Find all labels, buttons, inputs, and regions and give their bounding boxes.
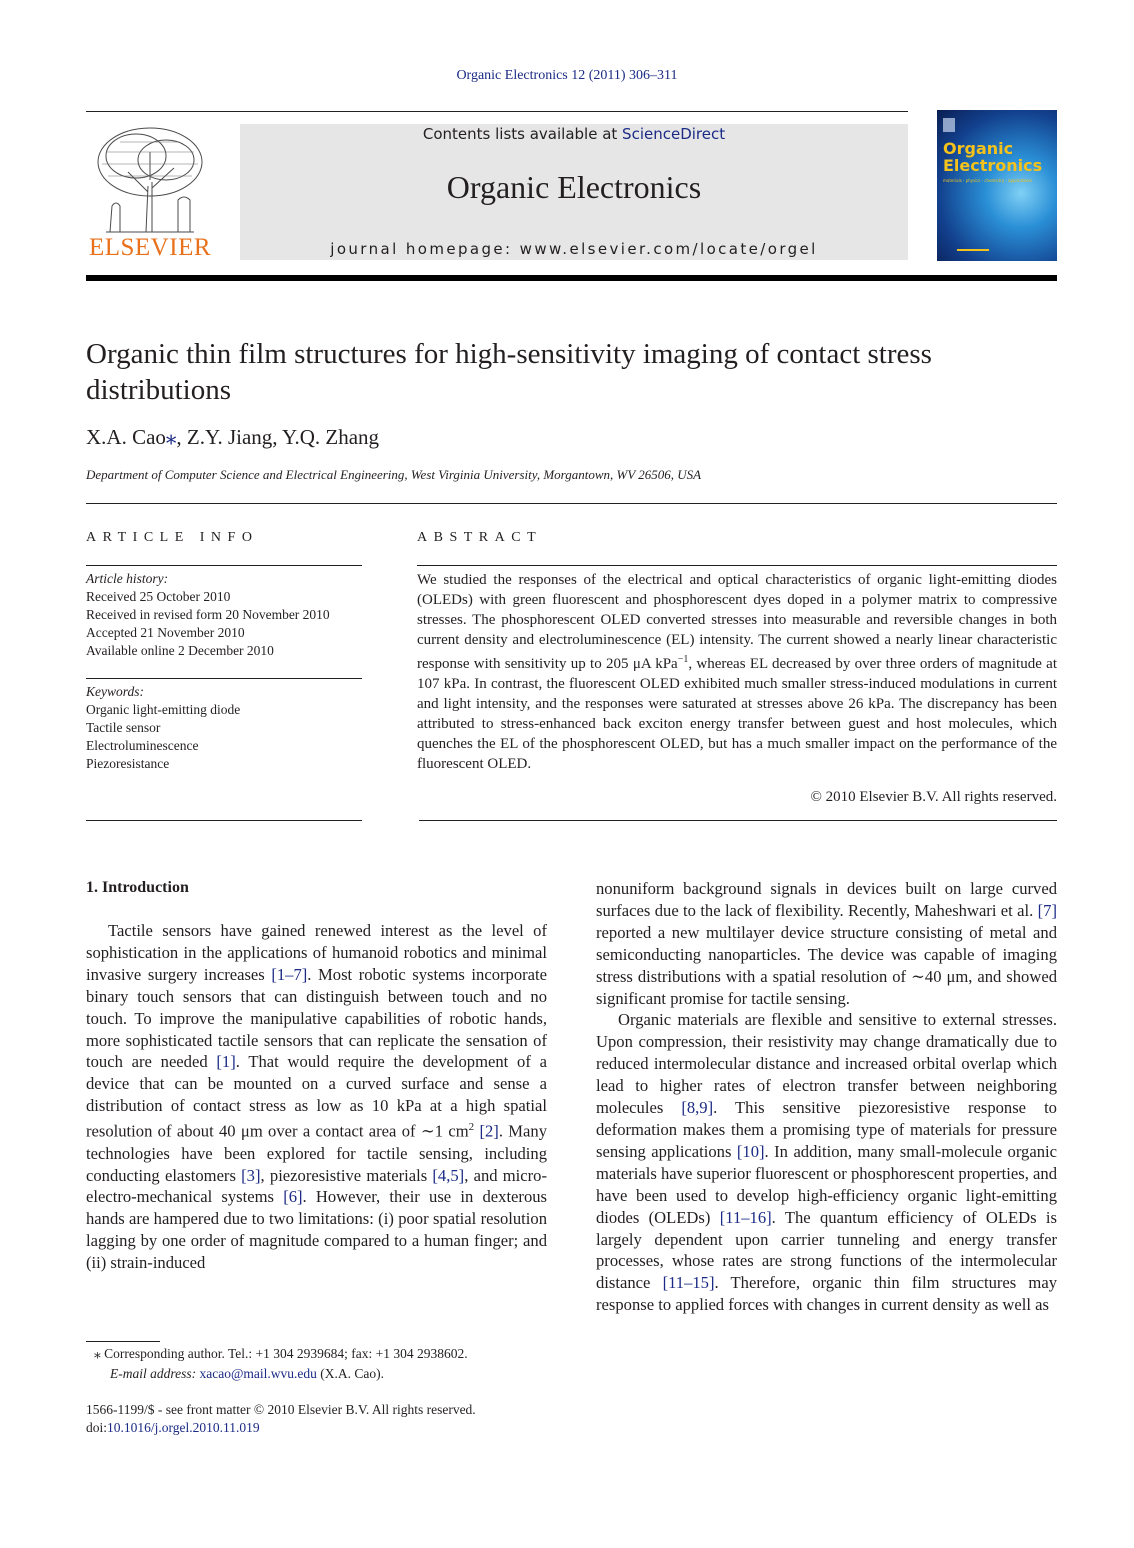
cover-title	[943, 140, 1042, 174]
contents-prefix: Contents lists available at	[422, 125, 623, 143]
affiliation-rule	[86, 503, 1057, 504]
cover-title-line-2: Electronics	[943, 156, 1043, 175]
history-item: Available online 2 December 2010	[86, 643, 274, 658]
body-right-column	[596, 878, 1057, 1316]
reference-link[interactable]: [2]	[479, 1121, 499, 1141]
history-label: Article history:	[86, 571, 169, 586]
author-cao: X.A. Cao	[86, 425, 166, 449]
text: . Therefore, organic thin film structures may response to applied forces with changes in current density as well as	[596, 1273, 1057, 1315]
text: . In addition, many small-molecule organic materials have superior fluorescent or phosphorescent properties, and have been used to develop high-efficiency organic light-emitting diodes (OLEDs)	[596, 1141, 1057, 1227]
keyword-item: Tactile sensor	[86, 720, 161, 735]
abstract-copyright: © 2010 Elsevier B.V. All rights reserved.	[810, 789, 1057, 805]
footnote	[86, 1344, 547, 1384]
abstract-rule	[417, 565, 1057, 566]
reference-link[interactable]: [3]	[241, 1165, 261, 1185]
paragraph	[596, 1009, 1057, 1316]
abstract-part-2: , whereas EL decreased by over three orders of magnitude at 107 kPa. In contrast, the fluorescent OLED exhibited much smaller stress-induced modulations in current and light intensity, and the responses were saturated at stresses above 26 kPa. The discrepancy has been attributed to stress-enhanced back exciton energy transfer between guest and host molecules, which quenches the EL of the phosphorescent OLED, but has a much smaller impact on the performance of the fluorescent OLED.	[417, 656, 1057, 772]
keywords-label: Keywords:	[86, 684, 144, 699]
author-list	[86, 425, 379, 450]
keyword-item: Electroluminescence	[86, 738, 199, 753]
header-thick-rule	[86, 275, 1057, 281]
text: . Most robotic systems incorporate binary touch sensors that can distinguish between touch and no touch. To improve the manipulative capabilities of robotic hands, more sophisticated tactile sensors that can replicate the sensation of touch are needed	[86, 964, 547, 1072]
sciencedirect-link[interactable]: ScienceDirect	[622, 125, 726, 143]
cover-title-line-1: Organic	[943, 139, 1014, 158]
reference-link[interactable]: [4,5]	[432, 1165, 465, 1185]
cover-publisher-icon	[943, 118, 955, 132]
paragraph	[86, 920, 547, 1274]
contents-line	[240, 124, 908, 144]
elsevier-wordmark: ELSEVIER	[88, 234, 212, 261]
text: nonuniform background signals in devices built on large curved surfaces due to the lack of flexibility. Recently, Maheshwari et al.	[596, 879, 1057, 920]
tree-icon	[86, 122, 214, 234]
front-matter	[86, 1401, 566, 1437]
cover-subtitle: materials · physics · chemistry · applications	[943, 178, 1033, 183]
keywords	[86, 683, 366, 773]
doi-label: doi:	[86, 1420, 108, 1435]
reference-link[interactable]: [1–7]	[271, 964, 308, 984]
reference-link[interactable]: [8,9]	[681, 1098, 714, 1118]
section-heading-introduction: 1. Introduction	[86, 879, 189, 896]
abstract-text	[417, 570, 1057, 774]
doi-link[interactable]: 10.1016/j.orgel.2010.11.019	[107, 1420, 260, 1435]
abstract-superscript: −1	[677, 654, 689, 665]
article-info-rule	[86, 565, 362, 566]
article-info-bottom-rule	[86, 820, 362, 821]
text: reported a new multilayer device structure consisting of metal and semiconducting nanoparticles. The device was capable of imaging stress distributions with a spatial resolution of ∼40 μm, and showed significant promise for tactile sensing.	[596, 922, 1057, 1008]
superscript: 2	[468, 1121, 475, 1134]
text: Tactile sensors have gained renewed interest as the level of sophistication in the applications of humanoid robotics and minimal invasive surgery increases	[86, 921, 547, 984]
abstract-heading: ABSTRACT	[417, 530, 543, 545]
reference-link[interactable]: [6]	[283, 1187, 303, 1207]
reference-link[interactable]: [1]	[216, 1052, 236, 1072]
journal-name: Organic Electronics	[446, 169, 702, 205]
journal-citation[interactable]: Organic Electronics 12 (2011) 306–311	[456, 68, 678, 83]
article-title: Organic thin film structures for high-sensitivity imaging of contact stress distributions	[86, 338, 932, 406]
doi-line	[86, 1419, 566, 1437]
email-link[interactable]: xacao@mail.wvu.edu	[199, 1366, 317, 1381]
journal-cover-image[interactable]	[937, 110, 1057, 261]
article-history	[86, 570, 366, 660]
corresponding-author-note	[86, 1344, 547, 1364]
text: . This sensitive piezoresistive response to deformation makes them a promising type of materials for pressure sensing applications	[596, 1098, 1057, 1161]
footnote-text: Corresponding author. Tel.: +1 304 2939684; fax: +1 304 2938602.	[100, 1346, 468, 1361]
text: , and micro-electro-mechanical systems	[86, 1165, 547, 1207]
reference-link[interactable]: [11–15]	[662, 1273, 715, 1293]
email-suffix: (X.A. Cao).	[316, 1366, 385, 1381]
author-others: , Z.Y. Jiang, Y.Q. Zhang	[176, 425, 380, 449]
keyword-item: Organic light-emitting diode	[86, 702, 241, 717]
journal-homepage[interactable]: journal homepage: www.elsevier.com/locate/orgel	[330, 240, 818, 258]
reference-link[interactable]: [11–16]	[719, 1207, 772, 1227]
text: . The quantum efficiency of OLEDs is largely dependent upon carrier tunneling and energy transfer processes, whose rates are strong functions of the intermolecular distance	[596, 1207, 1057, 1293]
body-left-column	[86, 920, 547, 1274]
header-rule	[86, 111, 908, 112]
history-item: Accepted 21 November 2010	[86, 625, 245, 640]
affiliation: Department of Computer Science and Electrical Engineering, West Virginia University, Morgantown, WV 26506, USA	[86, 467, 702, 482]
email-label: E-mail address:	[110, 1366, 200, 1381]
email-line	[86, 1364, 547, 1384]
keywords-rule	[86, 678, 362, 679]
footnote-rule	[86, 1341, 160, 1342]
reference-link[interactable]: [10]	[736, 1141, 765, 1161]
article-info-heading: ARTICLE INFO	[86, 530, 259, 545]
cover-bar	[957, 249, 989, 251]
text: Organic materials are flexible and sensitive to external stresses. Upon compression, their resistivity may change dramatically due to reduced intermolecular distance and increased orbital overlap which lead to higher rates of electron transfer between neighboring molecules	[596, 1010, 1057, 1118]
abstract-part-1: We studied the responses of the electrical and optical characteristics of organic light-emitting diodes (OLEDs) with green fluorescent and phosphorescent dyes doped in a polymer matrix to compressive stresses. The phosphorescent OLED converted stresses into measurable and reversible changes in both current density and electroluminescence (EL) intensity. The current showed a nearly linear characteristic response with sensitivity up to 205 μA kPa	[417, 572, 1057, 672]
text: . However, their use in dexterous hands are hampered due to two limitations: (i) poor spatial resolution lagging by one order of magnitude compared to a human finger; and (ii) strain-induced	[86, 1187, 547, 1273]
text: . Many technologies have been explored for tactile sensing, including conducting elastomers	[86, 1121, 548, 1185]
corresponding-author-mark[interactable]: ⁎	[165, 425, 177, 449]
reference-link[interactable]: [7]	[1037, 900, 1057, 920]
paragraph	[596, 878, 1057, 1009]
text: , piezoresistive materials	[260, 1165, 433, 1185]
journal-banner	[240, 124, 908, 260]
text: . That would require the development of a device that can be mounted on a curved surface and sense a distribution of contact stress as low as 10 kPa at a high spatial resolution of about 40 μm over a contact area of ∼1 cm	[86, 1052, 547, 1141]
keyword-item: Piezoresistance	[86, 756, 170, 771]
issn-line: 1566-1199/$ - see front matter © 2010 Elsevier B.V. All rights reserved.	[86, 1402, 476, 1417]
history-item: Received in revised form 20 November 2010	[86, 607, 330, 622]
footnote-mark: ⁎	[94, 1346, 101, 1361]
abstract-bottom-rule	[419, 820, 1057, 821]
elsevier-logo[interactable]	[86, 122, 214, 262]
history-item: Received 25 October 2010	[86, 589, 231, 604]
